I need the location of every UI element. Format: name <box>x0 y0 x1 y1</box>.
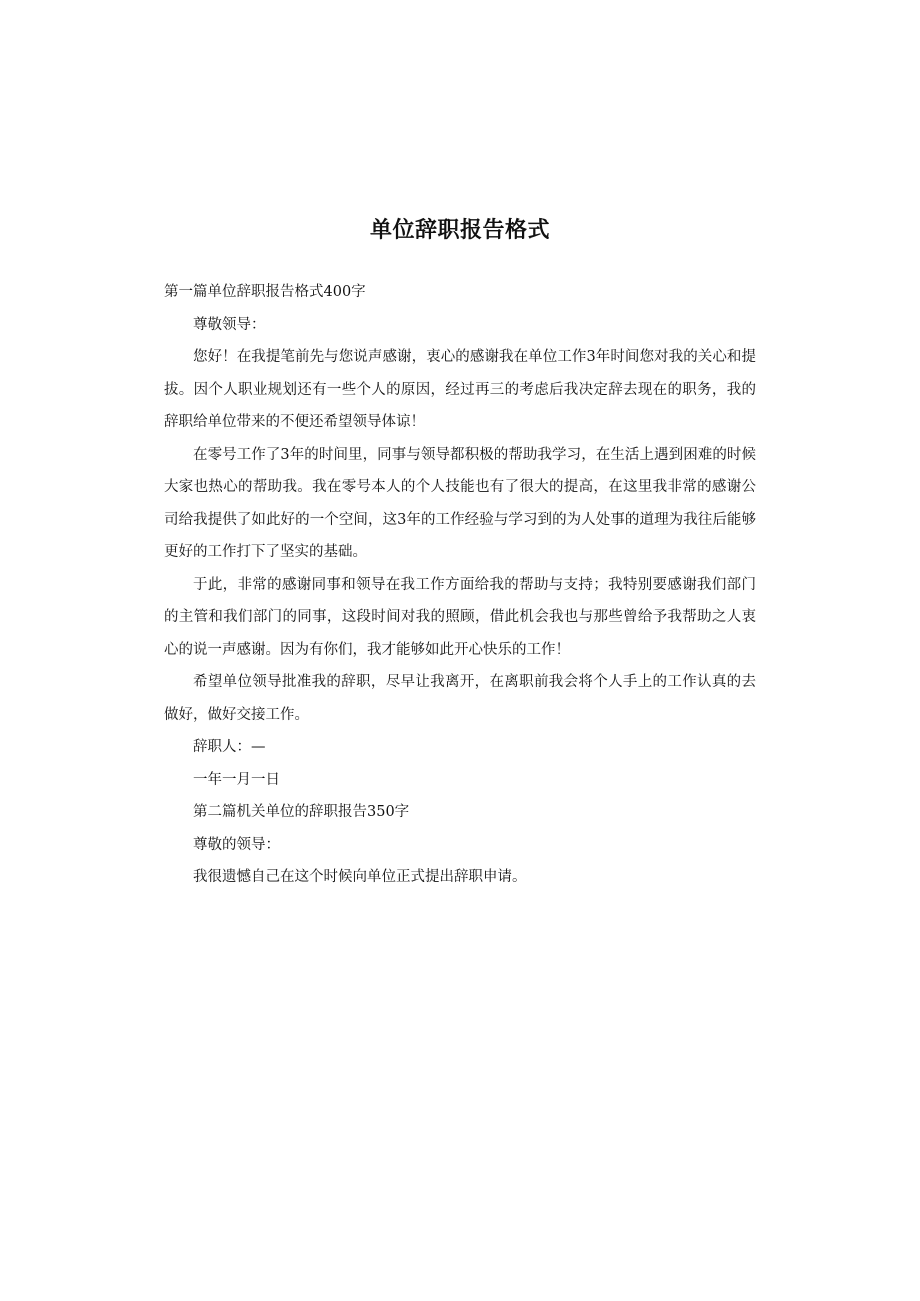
body-paragraph: 在零号工作了3年的时间里，同事与领导都积极的帮助我学习，在生活上遇到困难的时候大家也热心的帮助我。我在零号本人的个人技能也有了很大的提高，在这里我非常的感谢公司给我提供了如此好的一个空间，这3年的工作经验与学习到的为人处事的道理为我往后能够更好的工作打下了坚实的基础。 <box>164 446 756 560</box>
body-paragraph: 我很遗憾自己在这个时候向单位正式提出辞职申请。 <box>193 869 527 885</box>
salutation-1: 尊敬领导： <box>193 316 266 333</box>
body-paragraph: 您好！在我提笔前先与您说声感谢，衷心的感谢我在单位工作3年时间您对我的关心和提拔。因个人职业规划还有一些个人的原因，经过再三的考虑后我决定辞去现在的职务，我的辞职给单位带来的不便还希望领导体谅！ <box>164 349 756 430</box>
date-line: 一年一月一日 <box>193 771 280 788</box>
document-title: 单位辞职报告格式 <box>369 218 550 243</box>
document-body <box>164 276 756 894</box>
salutation-2: 尊敬的领导： <box>193 836 280 853</box>
body-paragraph: 希望单位领导批准我的辞职，尽早让我离开，在离职前我会将个人手上的工作认真的去做好，做好交接工作。 <box>164 674 756 723</box>
body-paragraph: 于此，非常的感谢同事和领导在我工作方面给我的帮助与支持；我特别要感谢我们部门的主管和我们部门的同事，这段时间对我的照顾，借此机会我也与那些曾给予我帮助之人衷心的说一声感谢。因为有你们，我才能够如此开心快乐的工作！ <box>164 576 756 658</box>
section-heading-2: 第二篇机关单位的辞职报告350字 <box>193 804 410 820</box>
section-heading-1: 第一篇单位辞职报告格式400字 <box>164 284 366 300</box>
signature-line: 辞职人：— <box>193 739 266 755</box>
